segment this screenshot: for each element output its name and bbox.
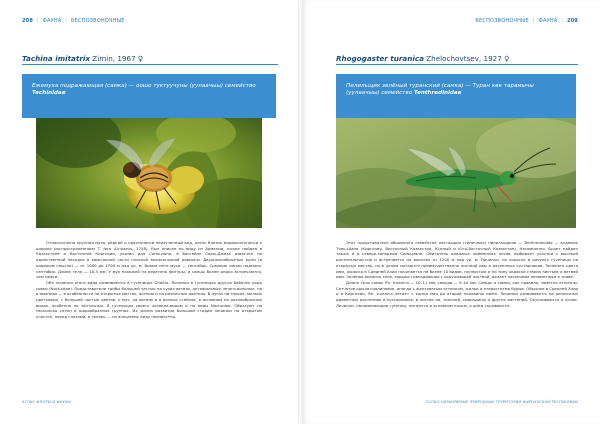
right-page-number: 209: [566, 18, 578, 24]
left-page-number: 208: [22, 18, 34, 24]
left-species-author: Zimin, 1967: [90, 54, 138, 63]
right-photo-sawfly: [336, 118, 576, 228]
left-subsection-label: БЕСПОЗВОНОЧНЫЕ: [70, 18, 125, 24]
right-title-rule: [336, 64, 578, 65]
left-species-latin: Tachina imitatrix: [22, 54, 90, 63]
right-species-latin: Rhogogaster turanica: [336, 54, 424, 63]
right-page: [300, 0, 600, 424]
right-paragraph-1: Этот представитель обширного семейства настоящих (типичных) пилильщиков — Tenthredinidae — эндемик Тянь-Шаня (Киргизия, Восточный Казахстан, Южный и Юго-Восточный Казахстан). Несомненно, будет найден также и в северо-западном Синьцзяне. Обитатель влажных пойменных лесов, выбирает участки с высокой растительностью и встречается на высотах от 1200 м над ур. м. Личинки, по окраске и рисунку гусеницы на открытых местах, но в целом питаются преимущественно листвой ивы и различных кустарников. Зелёного цвета ими, окраска в Средней Азии начинается не более 10 видов, полностью и по типу окраски ствола листьев и ветвей ивы. Зелёная окраска тела, хорошо совпадающая с окружающей листвой, делает насекомое незаметным в траве.: [336, 240, 578, 280]
book-gutter: [298, 0, 302, 424]
right-species-title: [336, 54, 509, 63]
left-photo-fly: [36, 118, 262, 228]
right-head-separator: |: [532, 18, 535, 24]
female-symbol-icon: ♀: [504, 54, 510, 63]
tachina-fly-image: [36, 118, 262, 228]
right-species-author: Zhelochovtsev, 1927: [423, 54, 505, 63]
right-footer: ОСОБО ОХРАНЯЕМЫЕ ПРИРОДНЫЕ ТЕРРИТОРИИ КЫРГЫЗСКОЙ РЕСПУБЛИКИ: [425, 400, 578, 404]
sawfly-image: [336, 118, 576, 228]
left-section-label: ФАУНА: [42, 18, 62, 24]
left-head-separator: |: [36, 18, 39, 24]
right-running-head: [475, 18, 578, 24]
left-running-head: [22, 18, 125, 24]
left-paragraph-1: Относительно крупная муха, редкий и практически неизученный вид, очень близок морфологически к широко распространённому T. fera (Linnaeus, 1758). Был описан по виду из Армении, позже найден в Казахстане и Восточной Киргизии, указан для Синьцзяна, в бассейне Сары-Джаза известен по единственной находке в межгорной части плоской высокогорной равнины. Двукрылообразные мухи (в широком смысле) — от 1000 до 1700 м над ур. м. Время лёта мухи — сентябрь. Средние линии надписи: сентября. Длина тела — 10,5 мм. У мух похожей на веретено фигуры, и самцы более редко встречаются, чем самки.: [36, 240, 262, 280]
left-caption-box: [22, 74, 276, 118]
right-subsection-label: БЕСПОЗВОНОЧНЫЕ: [475, 18, 530, 24]
right-head-separator-2: |: [561, 18, 564, 24]
left-caption-family: Tachinidae: [32, 90, 66, 97]
right-paragraph-2: Длина тела самок Rh. turanica — 10–11 мм; самцов — 9–10 мм. Самцы и самки, как правило, заметно отличны. Сетчатое крыло гиалиновое, иногда с желтоватым оттенком, жилки и птеростигма бурые. Обычное в Средней Азии и в Киргизии, Rh. turanica летает с конца мая до второй половины июня. Личинки развиваются на различных древесных растениях и кустарниках, в листве ив, тополей, смородины и других растений. Окукливаются в почве. Личинки, напоминающие гусениц, питаются в основном ночью, а днём скрываются.: [336, 279, 578, 308]
left-footer: АТЛАС ФЛОРЫ И ФАУНЫ: [22, 400, 71, 404]
right-caption-text: Пилильщик зелёный туранский (самка) — Туран көк тарамычы (уулаачыы) семейство: [346, 83, 534, 97]
female-symbol-icon: ♀: [137, 54, 144, 63]
right-body-text: [336, 240, 578, 308]
right-caption-box: [336, 74, 576, 118]
right-section-label: ФАУНА: [538, 18, 558, 24]
left-caption-text: Ежемуха подражающая (самка) — оошо туктуучуны (уулаачыы) семейство: [32, 83, 256, 89]
left-species-title: [22, 54, 143, 63]
left-paragraph-2: Обе личинки этого вида развиваются в гусеницах Ghaltia. Личинки в гусеницах других бабочек рода совки (Noctuidae). Представители трибы большей частью на сухих ветвях, антофильные, много-вольные, но в имениях — в особенности на открытых местах, осенью и на различных цветках. В лугах на злаках, мелких цветковых, с большей частью цветов, у мух, на ветвях и в разных стеблях, в основном на разнообразных видах, особенно на зонтичных. В гусеницах своего хозяина-видом и на виды Noctuidae. Образуют по несколько сотен в шарообразных группах. Их длина развития большой стадии личинки на открытом участке, перед глазами, а теперь — по внешнему виду неизвестно.: [36, 279, 262, 320]
left-title-rule: [22, 64, 278, 65]
right-caption-family: Tenthredinidae: [413, 90, 462, 97]
left-body-text: [36, 240, 262, 320]
left-head-separator-2: |: [65, 18, 68, 24]
